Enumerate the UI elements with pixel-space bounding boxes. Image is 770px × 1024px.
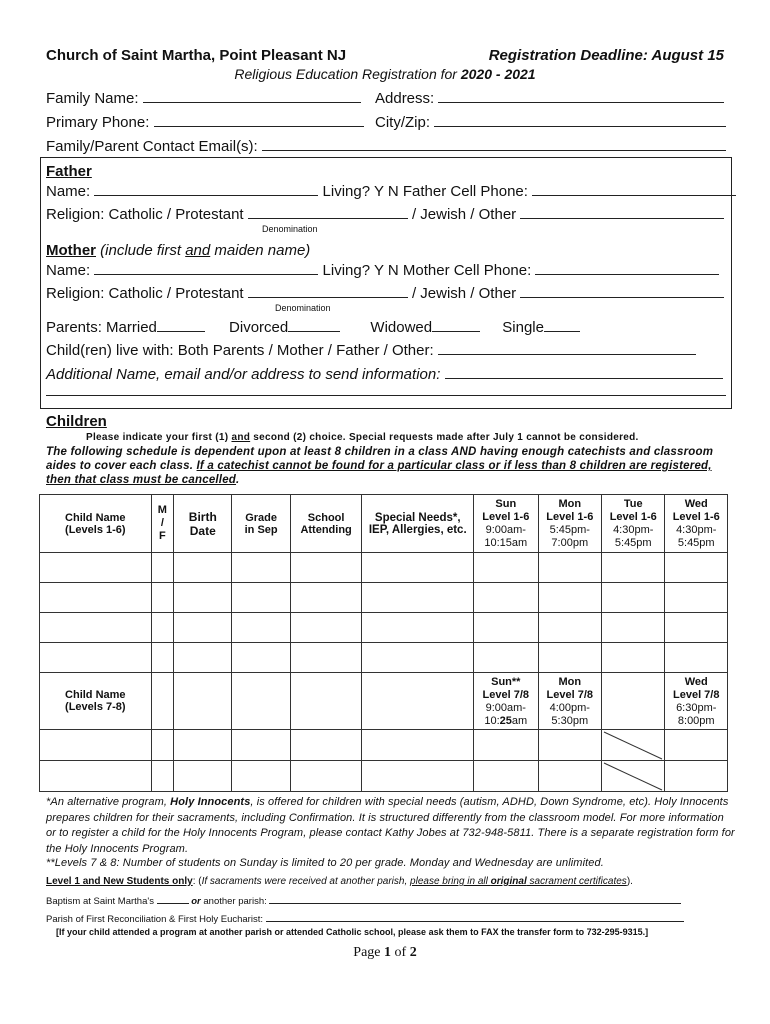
- mother-heading: Mother: [46, 242, 96, 259]
- table-row[interactable]: [40, 553, 728, 583]
- single-input[interactable]: [544, 318, 580, 332]
- father-cell-input[interactable]: [532, 182, 736, 196]
- father-denomination-label: Denomination: [262, 224, 318, 234]
- mother-name-input[interactable]: [94, 261, 318, 275]
- mother-living[interactable]: Living? Y N: [322, 262, 399, 279]
- mf-header: M / F: [151, 495, 174, 553]
- baptism-input[interactable]: [157, 894, 189, 904]
- mon-header: Mon Level 1-6 5:45pm- 7:00pm: [538, 495, 601, 553]
- mother-denomination-input[interactable]: [248, 284, 408, 298]
- mother-religion-row: Religion: Catholic / Protestant / Jewish / Other: [46, 284, 724, 302]
- birth-date-header: Birth Date: [174, 495, 232, 553]
- father-name-input[interactable]: [94, 182, 318, 196]
- city-zip-field[interactable]: City/Zip:: [375, 113, 726, 131]
- married-input[interactable]: [157, 318, 205, 332]
- child-name-header: Child Name (Levels 1-6): [40, 495, 152, 553]
- widowed-input[interactable]: [432, 318, 480, 332]
- live-with-other-input[interactable]: [438, 341, 696, 355]
- additional-info-input[interactable]: [445, 365, 723, 379]
- mother-denomination-label: Denomination: [275, 303, 331, 313]
- children-table: [39, 494, 728, 792]
- wed-78-header: Wed Level 7/8 6:30pm- 8:00pm: [665, 673, 728, 730]
- schedule-note: The following schedule is dependent upon at least 8 children in a class AND having enough catechists and classroom aides to cover each class. If a catechist cannot be found for a particular class or if less than 8 children are registered, then that class must be cancelled.: [46, 446, 714, 486]
- children-heading: Children: [46, 413, 107, 430]
- mother-heading-row: Mother (include first and maiden name): [46, 242, 311, 259]
- choice-note: Please indicate your first (1) and second (2) choice. Special requests made after July 1 cannot be considered.: [86, 432, 639, 443]
- mother-other-input[interactable]: [520, 284, 724, 298]
- fax-note: [If your child attended a program at another parish or attended Catholic school, please ask them to FAX the transfer form to 732-295-9315.]: [56, 927, 649, 937]
- first-reconciliation-row: Parish of First Reconciliation & First Holy Eucharist:: [46, 912, 684, 925]
- special-needs-header: Special Needs*, IEP, Allergies, etc.: [362, 495, 474, 553]
- page-number: Page 1 of 2: [353, 945, 417, 960]
- father-religion-row: Religion: Catholic / Protestant / Jewish / Other: [46, 205, 724, 223]
- divorced-input[interactable]: [288, 318, 340, 332]
- school-year: 2020 - 2021: [460, 66, 536, 82]
- primary-phone-field[interactable]: Primary Phone:: [46, 113, 364, 131]
- cancel-note: If a catechist cannot be found for a particular class or if less than 8 children are registered, then that class must be cancelled: [46, 460, 712, 486]
- wed-header: Wed Level 1-6 4:30pm- 5:45pm: [665, 495, 728, 553]
- registration-deadline: Registration Deadline: August 15: [488, 47, 724, 64]
- form-subtitle: Religious Education Registration for 2020 - 2021: [234, 66, 536, 82]
- mon-78-header: Mon Level 7/8 4:00pm- 5:30pm: [538, 673, 601, 730]
- child-name-78-header: Child Name (Levels 7-8): [40, 673, 152, 730]
- baptism-row: Baptism at Saint Martha's or another parish:: [46, 894, 681, 907]
- another-parish-input[interactable]: [269, 894, 681, 904]
- email-field[interactable]: Family/Parent Contact Email(s):: [46, 137, 726, 155]
- school-header: School Attending: [290, 495, 362, 553]
- father-heading: Father: [46, 163, 92, 180]
- mother-name-row: Name: Living? Y N Mother Cell Phone:: [46, 261, 719, 279]
- table-header-row-78: [40, 673, 728, 730]
- family-name-field[interactable]: Family Name:: [46, 89, 361, 107]
- holy-innocents-note: *An alternative program, Holy Innocents, is offered for children with special needs (autism, ADHD, Down Syndrome, etc). Holy Innocents prepares children for their sacraments, including Confirmation. It is structured differently from the classroom model. For more information or to register a child for the Holy Innocents Program, please contact Kathy Jobes at 732-948-5811. There is a separate registration form for the Holy Innocents Program.: [46, 796, 735, 855]
- levels-78-note: **Levels 7 & 8: Number of students on Sunday is limited to 20 per grade. Monday and Wednesday are unlimited.: [46, 857, 604, 869]
- level1-note: Level 1 and New Students only: (If sacraments were received at another parish, please bring in all original sacrament certificates).: [46, 876, 633, 887]
- sun-78-header: Sun** Level 7/8 9:00am- 10:25am: [474, 673, 539, 730]
- first-reconciliation-input[interactable]: [266, 912, 684, 922]
- address-field[interactable]: Address:: [375, 89, 724, 107]
- sun-header: Sun Level 1-6 9:00am- 10:15am: [474, 495, 539, 553]
- grade-header: Grade in Sep: [232, 495, 290, 553]
- table-row[interactable]: [40, 643, 728, 673]
- father-living[interactable]: Living? Y N: [322, 183, 399, 200]
- table-row[interactable]: [40, 613, 728, 643]
- tue-78-unavailable: [602, 730, 665, 761]
- additional-info-line-2[interactable]: [46, 382, 726, 396]
- table-header-row: [40, 495, 728, 553]
- tue-header: Tue Level 1-6 4:30pm- 5:45pm: [602, 495, 665, 553]
- table-row[interactable]: [40, 583, 728, 613]
- father-denomination-input[interactable]: [248, 205, 408, 219]
- father-other-input[interactable]: [520, 205, 724, 219]
- parents-status-row: Parents: Married Divorced Widowed Single: [46, 318, 580, 336]
- table-row[interactable]: [40, 730, 728, 761]
- table-row[interactable]: [40, 761, 728, 792]
- father-name-row: Name: Living? Y N Father Cell Phone:: [46, 182, 736, 200]
- live-with-row: Child(ren) live with: Both Parents / Mother / Father / Other:: [46, 341, 696, 359]
- additional-info-row: Additional Name, email and/or address to send information:: [46, 365, 723, 383]
- tue-78-unavailable: [602, 761, 665, 792]
- mother-cell-input[interactable]: [535, 261, 719, 275]
- church-name: Church of Saint Martha, Point Pleasant NJ: [46, 47, 347, 64]
